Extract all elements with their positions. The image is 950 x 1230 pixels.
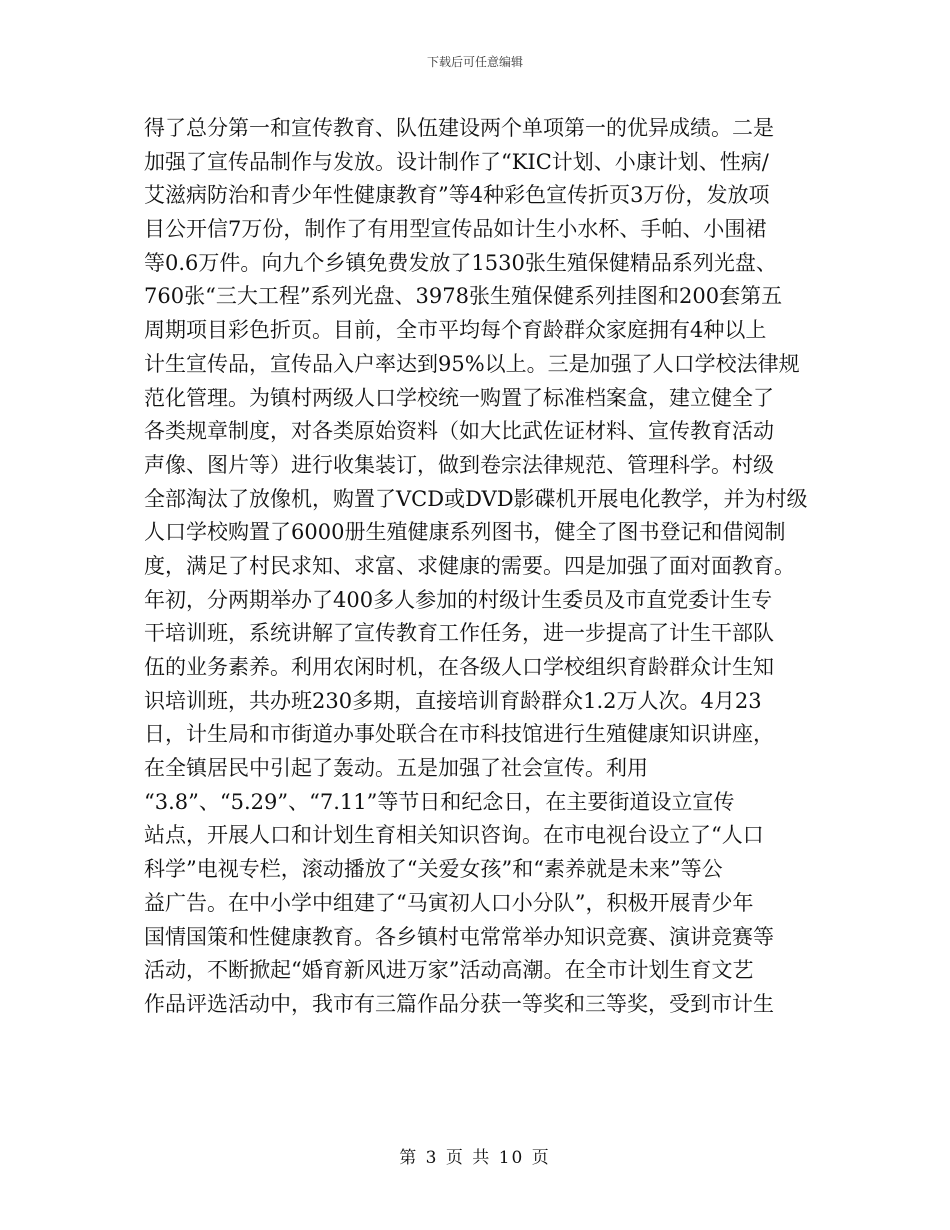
text-line: 艾滋病防治和青少年性健康教育”等4种彩色宣传折页3万份，发放项 bbox=[144, 183, 770, 208]
text-line: 日，计生局和市街道办事处联合在市科技馆进行生殖健康知识讲座， bbox=[144, 722, 774, 747]
text-line: 人口学校购置了6000册生殖健康系列图书，健全了图书登记和借阅制 bbox=[144, 520, 786, 545]
text-line: 周期项目彩色折页。目前，全市平均每个育龄群众家庭拥有4种以上 bbox=[144, 318, 767, 343]
text-line: 在全镇居民中引起了轰动。五是加强了社会宣传。利用 bbox=[144, 756, 648, 781]
text-line: 站点，开展人口和计划生育相关知识咨询。在市电视台设立了“人口 bbox=[144, 823, 764, 848]
document-body bbox=[144, 112, 824, 1022]
text-line: 益广告。在中小学中组建了“马寅初人口小分队”，积极开展青少年 bbox=[144, 890, 754, 915]
text-line: 活动，不断掀起“婚育新风进万家”活动高潮。在全市计划生育文艺 bbox=[144, 958, 754, 983]
text-line: 科学”电视专栏，滚动播放了“关爱女孩”和“素养就是未来”等公 bbox=[144, 857, 723, 882]
text-line: “3.8”、“5.29”、“7.11”等节日和纪念日，在主要街道设立宣传 bbox=[144, 789, 735, 814]
text-line: 计生宣传品，宣传品入户率达到95%以上。三是加强了人口学校法律规 bbox=[144, 351, 800, 376]
text-line: 加强了宣传品制作与发放。设计制作了“KIC计划、小康计划、性病/ bbox=[144, 149, 769, 174]
text-line: 国情国策和性健康教育。各乡镇村屯常常举办知识竞赛、演讲竞赛等 bbox=[144, 924, 774, 949]
text-line: 得了总分第一和宣传教育、队伍建设两个单项第一的优异成绩。二是 bbox=[144, 116, 774, 140]
text-line: 度，满足了村民求知、求富、求健康的需要。四是加强了面对面教育。 bbox=[144, 553, 795, 578]
text-line: 760张“三大工程”系列光盘、3978张生殖保健系列挂图和200套第五 bbox=[144, 284, 783, 309]
text-line: 等0.6万件。向九个乡镇免费发放了1530张生殖保健精品系列光盘、 bbox=[144, 250, 777, 275]
page-number-footer: 第 3 页 共 10 页 bbox=[399, 1148, 551, 1168]
text-line: 识培训班，共办班230多期，直接培训育龄群众1.2万人次。4月23 bbox=[144, 688, 762, 713]
text-line: 目公开信7万份，制作了有用型宣传品如计生小水杯、手帕、小围裙 bbox=[144, 217, 767, 242]
text-line: 年初，分两期举办了400多人参加的村级计生委员及市直党委计生专 bbox=[144, 587, 773, 612]
text-line: 伍的业务素养。利用农闲时机，在各级人口学校组织育龄群众计生知 bbox=[144, 655, 774, 679]
text-line: 各类规章制度，对各类原始资料（如大比武佐证材料、宣传教育活动 bbox=[144, 419, 774, 444]
text-line: 声像、图片等）进行收集装订，做到卷宗法律规范、管理科学。村级 bbox=[144, 452, 774, 477]
page-header-note: 下载后可任意编辑 bbox=[426, 55, 523, 69]
text-line: 范化管理。为镇村两级人口学校统一购置了标准档案盒，建立健全了 bbox=[144, 385, 774, 410]
text-line: 作品评选活动中，我市有三篇作品分获一等奖和三等奖，受到市计生 bbox=[144, 991, 774, 1016]
text-line: 干培训班，系统讲解了宣传教育工作任务，进一步提高了计生干部队 bbox=[144, 621, 774, 646]
text-line: 全部淘汰了放像机，购置了VCD或DVD影碟机开展电化教学，并为村级 bbox=[144, 486, 808, 511]
